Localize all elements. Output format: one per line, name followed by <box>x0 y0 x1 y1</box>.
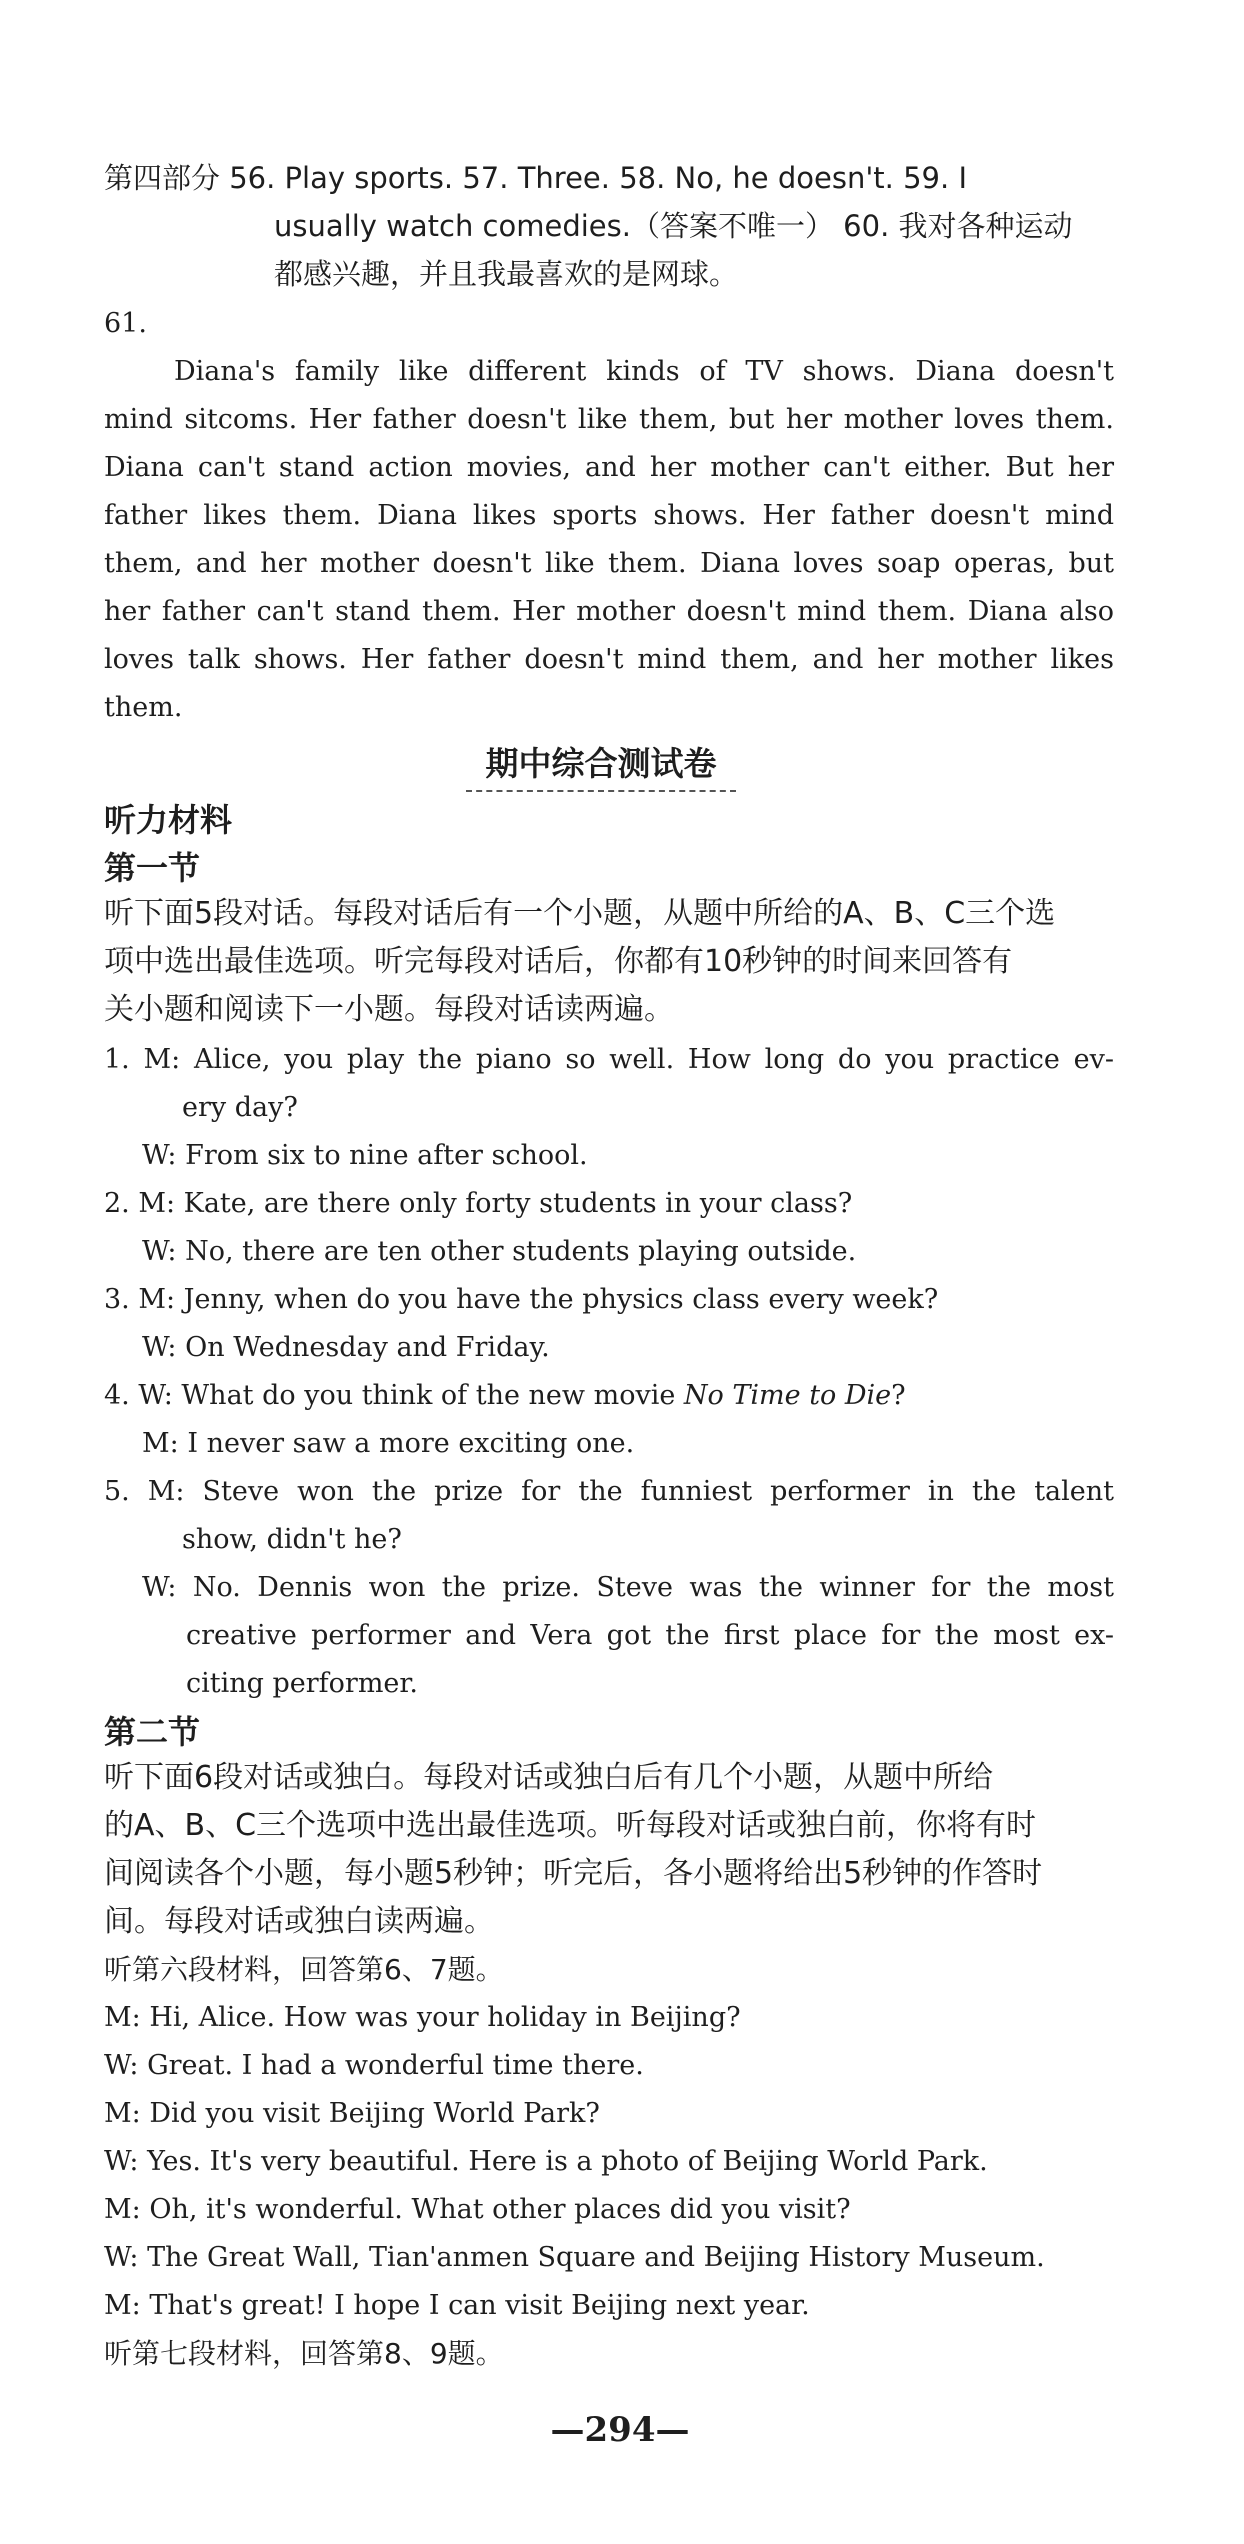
section1-heading: 第一节 <box>104 849 201 887</box>
listening-heading: 听力材料 <box>104 801 233 839</box>
movie-title: No Time to Die <box>683 1380 892 1411</box>
material6-line-3: M: Did you visit Beijing World Park? <box>104 2098 600 2129</box>
q61-line-2: mind sitcoms. Her father doesn't like them, but her mother loves them. <box>104 404 1114 435</box>
section2-instruction-3: 间阅读各个小题，每小题5秒钟；听完后，各小题将给出5秒钟的作答时 <box>104 1856 1043 1891</box>
dialog-3-m: 3. M: Jenny, when do you have the physics class every week? <box>104 1284 939 1315</box>
dialog-3-w: W: On Wednesday and Friday. <box>142 1332 550 1363</box>
title-underline <box>466 790 736 792</box>
material6-line-1: M: Hi, Alice. How was your holiday in Beijing? <box>104 2002 741 2033</box>
dialog-2-w: W: No, there are ten other students playing outside. <box>142 1236 857 1267</box>
dialog-1-w: W: From six to nine after school. <box>142 1140 588 1171</box>
section2-heading: 第二节 <box>104 1713 201 1751</box>
material6-line-5: M: Oh, it's wonderful. What other places did you visit? <box>104 2194 851 2225</box>
q61-line-1: Diana's family like different kinds of TV shows. Diana doesn't <box>174 356 1114 387</box>
q61-number: 61. <box>104 308 147 339</box>
q61-line-5: them, and her mother doesn't like them. Diana loves soap operas, but <box>104 548 1114 579</box>
dialog-4-m: M: I never saw a more exciting one. <box>142 1428 635 1459</box>
q61-line-8: them. <box>104 692 183 723</box>
q61-line-6: her father can't stand them. Her mother doesn't mind them. Diana also <box>104 596 1114 627</box>
exam-title: 期中综合测试卷 <box>485 744 717 783</box>
page-number: —294— <box>550 2410 690 2450</box>
dialog-4-w-end: ? <box>891 1380 906 1411</box>
dialog-5-m-cont: show, didn't he? <box>182 1524 402 1555</box>
dialog-4-w-text: 4. W: What do you think of the new movie <box>104 1380 684 1411</box>
q61-line-3: Diana can't stand action movies, and her mother can't either. But her <box>104 452 1114 483</box>
dialog-1-m: 1. M: Alice, you play the piano so well. How long do you practice ev- <box>104 1044 1114 1075</box>
material6-line-2: W: Great. I had a wonderful time there. <box>104 2050 644 2081</box>
dialog-5-w-cont-1: creative performer and Vera got the first place for the most ex- <box>186 1620 1114 1651</box>
dialog-1-m-cont: ery day? <box>182 1092 298 1123</box>
dialog-5-w-cont-2: citing performer. <box>186 1668 418 1699</box>
section2-instruction-2: 的A、B、C三个选项中选出最佳选项。听每段对话或独白前，你将有时 <box>104 1808 1037 1843</box>
dialog-4-w <box>104 1378 906 1414</box>
dialog-2-m: 2. M: Kate, are there only forty students in your class? <box>104 1188 853 1219</box>
material6-intro: 听第六段材料，回答第6、7题。 <box>104 1953 504 1986</box>
section1-instruction-3: 关小题和阅读下一小题。每段对话读两遍。 <box>104 992 674 1027</box>
q61-line-4: father likes them. Diana likes sports shows. Her father doesn't mind <box>104 500 1114 531</box>
part4-line-2: usually watch comedies.（答案不唯一） 60. 我对各种运动 <box>274 209 1073 243</box>
q61-line-7: loves talk shows. Her father doesn't mind them, and her mother likes <box>104 644 1114 675</box>
part4-line-1: 第四部分 56. Play sports. 57. Three. 58. No, he doesn't. 59. I <box>104 161 967 195</box>
material6-line-4: W: Yes. It's very beautiful. Here is a photo of Beijing World Park. <box>104 2146 988 2177</box>
material6-line-7: M: That's great! I hope I can visit Beijing next year. <box>104 2290 810 2321</box>
section1-instruction-2: 项中选出最佳选项。听完每段对话后，你都有10秒钟的时间来回答有 <box>104 944 1013 979</box>
section1-instruction-1: 听下面5段对话。每段对话后有一个小题，从题中所给的A、B、C三个选 <box>104 896 1056 931</box>
section2-instruction-4: 间。每段对话或独白读两遍。 <box>104 1904 494 1939</box>
section2-instruction-1: 听下面6段对话或独白。每段对话或独白后有几个小题，从题中所给 <box>104 1760 994 1795</box>
material6-line-6: W: The Great Wall, Tian'anmen Square and Beijing History Museum. <box>104 2242 1045 2273</box>
dialog-5-w: W: No. Dennis won the prize. Steve was the winner for the most <box>142 1572 1114 1603</box>
material7-intro: 听第七段材料，回答第8、9题。 <box>104 2337 504 2370</box>
part4-line-3: 都感兴趣，并且我最喜欢的是网球。 <box>274 257 739 291</box>
dialog-5-m: 5. M: Steve won the prize for the funniest performer in the talent <box>104 1476 1114 1507</box>
